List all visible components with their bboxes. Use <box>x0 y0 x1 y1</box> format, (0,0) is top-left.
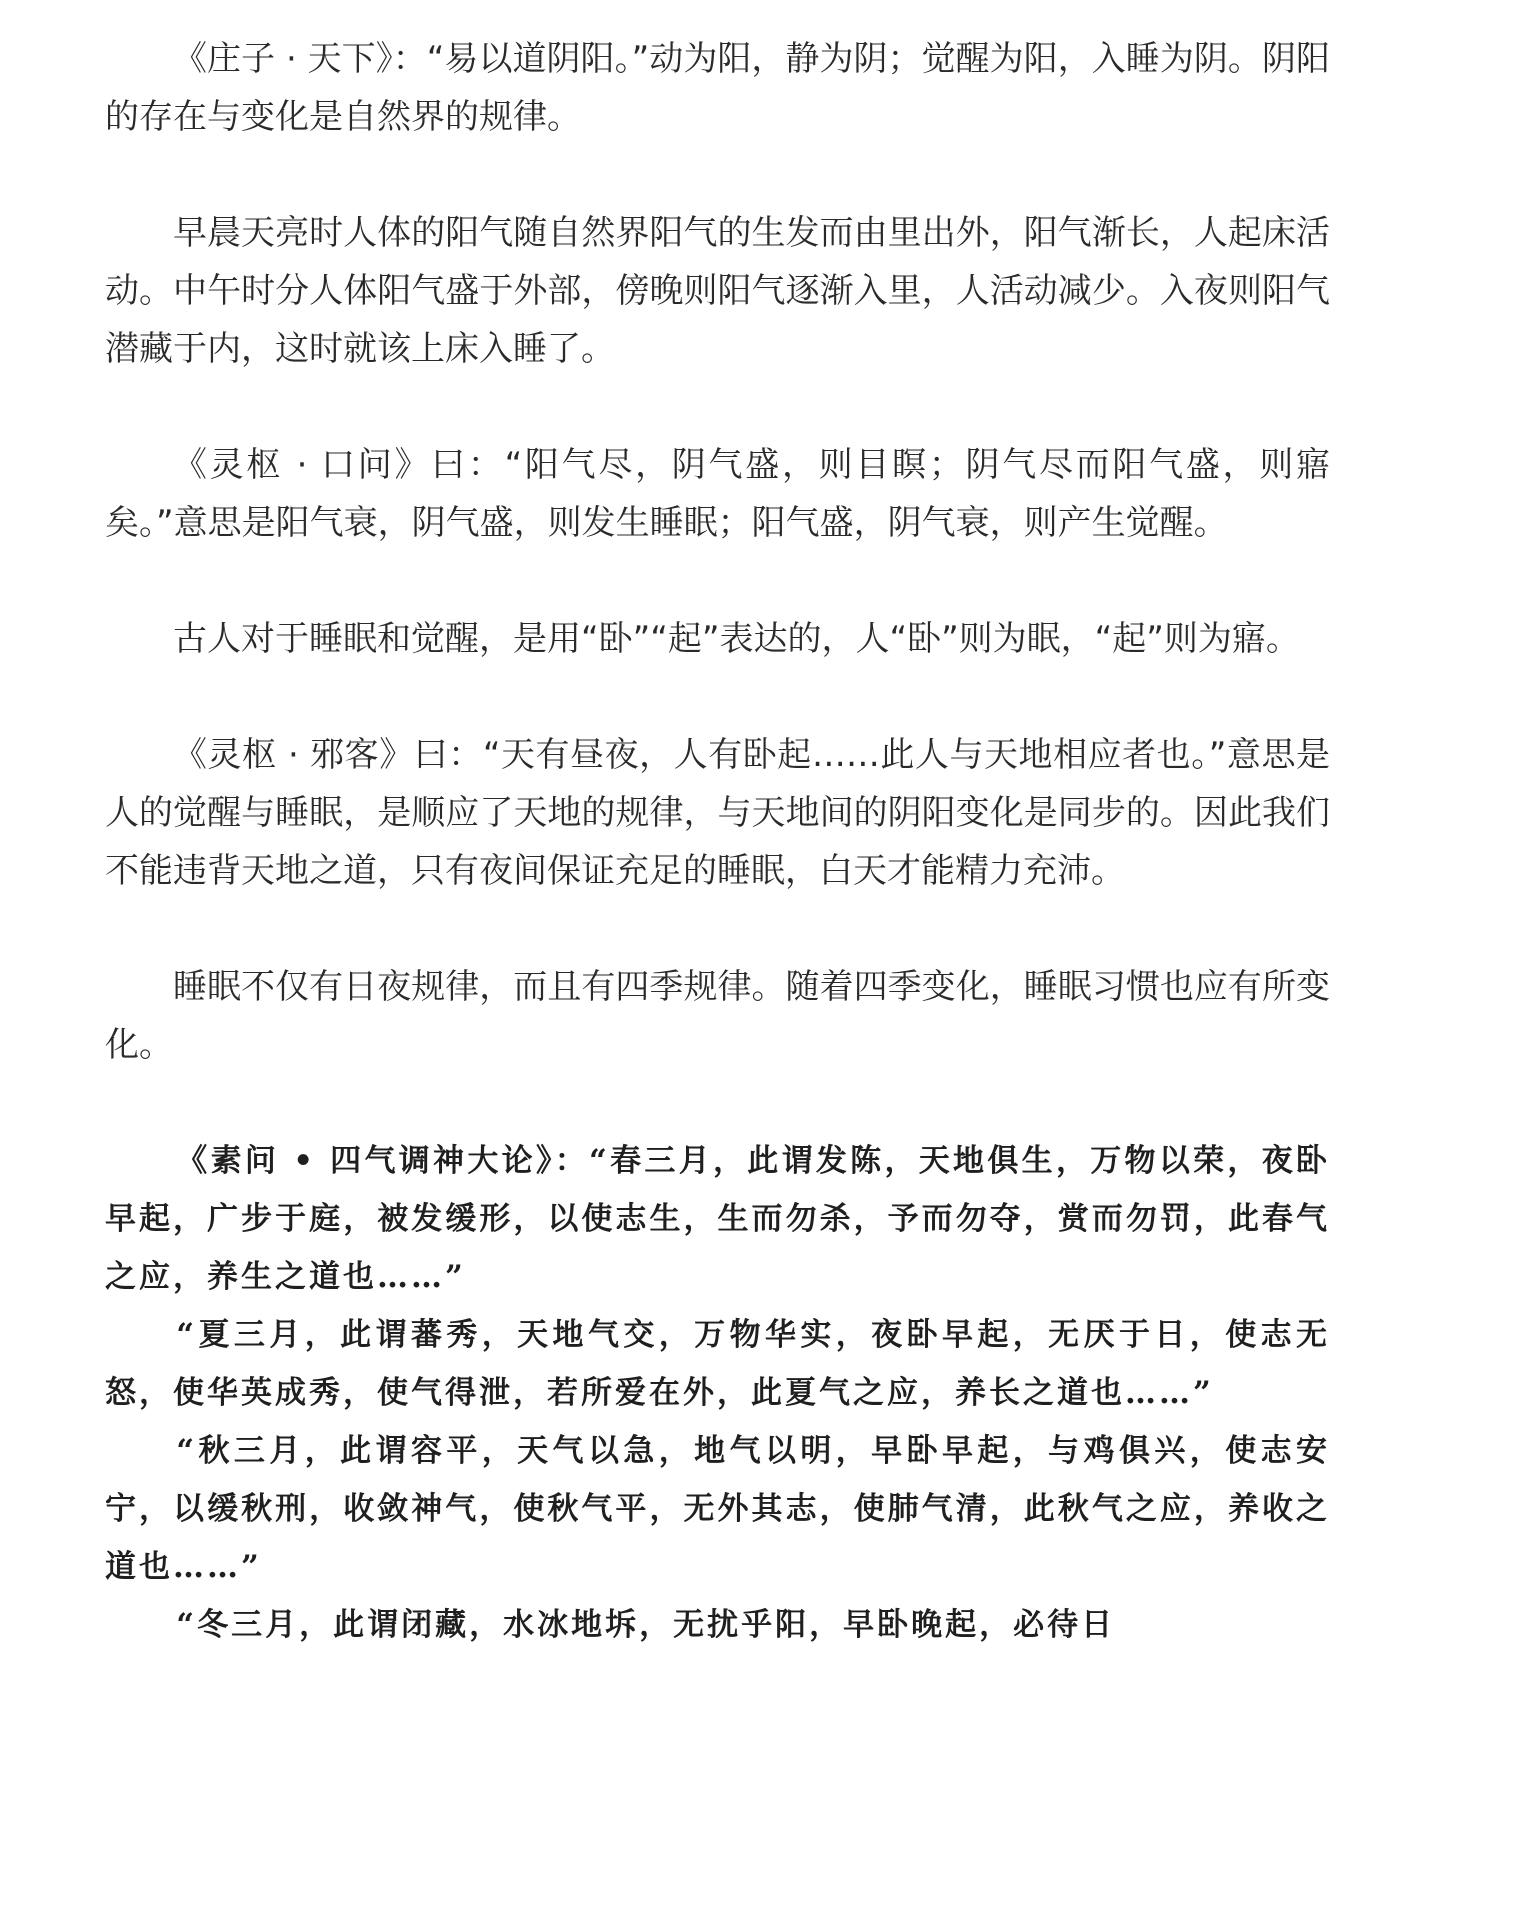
paragraph-lingshu-xieke: 《灵枢 · 邪客》曰：“天有昼夜，人有卧起……此人与天地相应者也。”意思是人的觉醒与睡眠，是顺应了天地的规律，与天地间的阴阳变化是同步的。因此我们不能违背天地之道，只有夜间保证充足的睡眠，白天才能精力充沛。 <box>105 735 1330 891</box>
paragraph-lingshu-kouwen: 《灵枢 · 口问》曰：“阳气尽，阴气盛，则目瞑；阴气尽而阳气盛，则寤矣。”意思是阳气衰，阴气盛，则发生睡眠；阳气盛，阴气衰，则产生觉醒。 <box>105 445 1330 543</box>
quote-summer: “夏三月，此谓蕃秀，天地气交，万物华实，夜卧早起，无厌于日，使志无怒，使华英成秀，使气得泄，若所爱在外，此夏气之应，养长之道也……” <box>105 1317 1330 1411</box>
paragraph-zhuangzi: 《庄子 · 天下》：“易以道阴阳。”动为阳，静为阴；觉醒为阳，入睡为阴。阴阳的存在与变化是自然界的规律。 <box>105 39 1330 137</box>
suwen-quote-block <box>105 1132 1330 1654</box>
quote-spring: 《素问 • 四气调神大论》：“春三月，此谓发陈，天地俱生，万物以荣，夜卧早起，广步于庭，被发缓形，以使志生，生而勿杀，予而勿夺，赏而勿罚，此春气之应，养生之道也……” <box>105 1143 1330 1295</box>
document-page <box>105 30 1330 1654</box>
paragraph-seasonal-sleep: 睡眠不仅有日夜规律，而且有四季规律。随着四季变化，睡眠习惯也应有所变化。 <box>105 967 1330 1065</box>
paragraph-morning-yang: 早晨天亮时人体的阳气随自然界阳气的生发而由里出外，阳气渐长，人起床活动。中午时分人体阳气盛于外部，傍晚则阳气逐渐入里，人活动减少。入夜则阳气潜藏于内，这时就该上床入睡了。 <box>105 213 1330 369</box>
quote-autumn: “秋三月，此谓容平，天气以急，地气以明，早卧早起，与鸡俱兴，使志安宁，以缓秋刑，收敛神气，使秋气平，无外其志，使肺气清，此秋气之应，养收之道也……” <box>105 1433 1330 1585</box>
quote-winter: “冬三月，此谓闭藏，水冰地坼，无扰乎阳，早卧晚起，必待日 <box>176 1607 1116 1643</box>
paragraph-wo-qi: 古人对于睡眠和觉醒，是用“卧”“起”表达的，人“卧”则为眠，“起”则为寤。 <box>173 619 1300 659</box>
